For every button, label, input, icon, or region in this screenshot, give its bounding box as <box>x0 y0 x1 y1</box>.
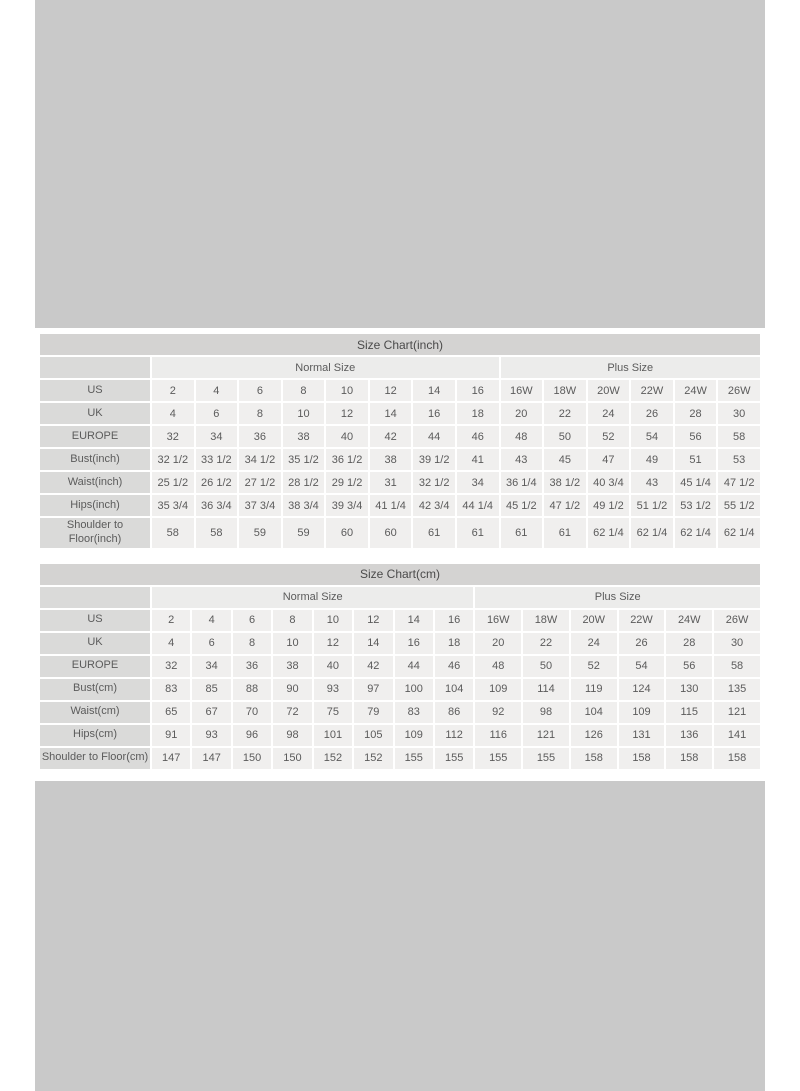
size-cell: 4 <box>196 380 238 401</box>
size-cell: 45 1/4 <box>675 472 717 493</box>
size-cell: 16 <box>413 403 455 424</box>
row-label: UK <box>40 633 150 654</box>
size-cell: 24W <box>666 610 712 631</box>
size-cell: 4 <box>152 403 194 424</box>
size-cell: 40 <box>314 656 352 677</box>
size-cell: 47 1/2 <box>718 472 760 493</box>
size-cell: 8 <box>233 633 271 654</box>
size-cell: 124 <box>619 679 665 700</box>
row-label: Bust(cm) <box>40 679 150 700</box>
size-cell: 92 <box>475 702 521 723</box>
size-cell: 104 <box>571 702 617 723</box>
table-row <box>40 472 760 493</box>
size-cell: 18 <box>435 633 473 654</box>
size-cell: 155 <box>475 748 521 769</box>
size-cell: 38 <box>283 426 325 447</box>
size-cell: 101 <box>314 725 352 746</box>
size-cell: 8 <box>273 610 311 631</box>
size-cell: 36 <box>233 656 271 677</box>
size-cell: 152 <box>354 748 392 769</box>
size-cell: 155 <box>395 748 433 769</box>
table-row <box>40 702 760 723</box>
size-cell: 45 1/2 <box>501 495 543 516</box>
size-cell: 112 <box>435 725 473 746</box>
size-cell: 62 1/4 <box>718 518 760 548</box>
size-cell: 62 1/4 <box>675 518 717 548</box>
size-cell: 6 <box>192 633 230 654</box>
size-cell: 33 1/2 <box>196 449 238 470</box>
group-header-row <box>40 357 760 378</box>
row-label: Waist(cm) <box>40 702 150 723</box>
size-cell: 90 <box>273 679 311 700</box>
size-cell: 121 <box>523 725 569 746</box>
row-label: Waist(inch) <box>40 472 150 493</box>
size-cell: 34 <box>457 472 499 493</box>
size-cell: 58 <box>196 518 238 548</box>
size-cell: 43 <box>501 449 543 470</box>
table-row <box>40 633 760 654</box>
size-cell: 38 1/2 <box>544 472 586 493</box>
size-cell: 41 1/4 <box>370 495 412 516</box>
row-label: EUROPE <box>40 656 150 677</box>
size-cell: 51 1/2 <box>631 495 673 516</box>
size-cell: 158 <box>571 748 617 769</box>
table-row <box>40 495 760 516</box>
group-header-plus-size: Plus Size <box>475 587 760 608</box>
size-cell: 152 <box>314 748 352 769</box>
size-cell: 58 <box>152 518 194 548</box>
size-cell: 150 <box>233 748 271 769</box>
size-cell: 44 <box>395 656 433 677</box>
row-label: UK <box>40 403 150 424</box>
size-cell: 62 1/4 <box>588 518 630 548</box>
group-header-plus-size: Plus Size <box>501 357 761 378</box>
size-cell: 91 <box>152 725 190 746</box>
size-cell: 25 1/2 <box>152 472 194 493</box>
row-label: Hips(inch) <box>40 495 150 516</box>
size-cell: 36 3/4 <box>196 495 238 516</box>
table-row <box>40 748 760 769</box>
size-cell: 83 <box>152 679 190 700</box>
size-cell: 22 <box>544 403 586 424</box>
table-row <box>40 679 760 700</box>
size-cell: 98 <box>273 725 311 746</box>
size-cell: 44 1/4 <box>457 495 499 516</box>
size-cell: 38 <box>273 656 311 677</box>
size-cell: 97 <box>354 679 392 700</box>
row-label: Hips(cm) <box>40 725 150 746</box>
row-label: US <box>40 610 150 631</box>
size-cell: 53 1/2 <box>675 495 717 516</box>
size-cell: 104 <box>435 679 473 700</box>
size-cell: 39 1/2 <box>413 449 455 470</box>
size-cell: 18W <box>544 380 586 401</box>
size-cell: 30 <box>718 403 760 424</box>
size-cell: 41 <box>457 449 499 470</box>
size-cell: 47 1/2 <box>544 495 586 516</box>
size-cell: 38 3/4 <box>283 495 325 516</box>
size-cell: 43 <box>631 472 673 493</box>
size-cell: 24 <box>588 403 630 424</box>
size-cell: 109 <box>395 725 433 746</box>
size-cell: 61 <box>544 518 586 548</box>
size-cell: 6 <box>196 403 238 424</box>
table-row <box>40 656 760 677</box>
size-cell: 6 <box>233 610 271 631</box>
size-cell: 4 <box>152 633 190 654</box>
size-cell: 121 <box>714 702 760 723</box>
size-cell: 158 <box>714 748 760 769</box>
size-cell: 12 <box>326 403 368 424</box>
size-cell: 18W <box>523 610 569 631</box>
size-cell: 93 <box>192 725 230 746</box>
size-cell: 93 <box>314 679 352 700</box>
size-cell: 36 1/4 <box>501 472 543 493</box>
size-cell: 24W <box>675 380 717 401</box>
size-cell: 88 <box>233 679 271 700</box>
size-cell: 56 <box>666 656 712 677</box>
size-cell: 34 <box>192 656 230 677</box>
size-cell: 141 <box>714 725 760 746</box>
size-cell: 42 <box>370 426 412 447</box>
size-cell: 47 <box>588 449 630 470</box>
size-cell: 40 3/4 <box>588 472 630 493</box>
row-label: Bust(inch) <box>40 449 150 470</box>
size-chart-cm-table <box>38 562 762 771</box>
size-cell: 96 <box>233 725 271 746</box>
size-cell: 20 <box>501 403 543 424</box>
table-title-inch: Size Chart(inch) <box>40 334 760 355</box>
size-cell: 36 1/2 <box>326 449 368 470</box>
size-cell: 24 <box>571 633 617 654</box>
size-cell: 49 1/2 <box>588 495 630 516</box>
group-header-normal-size: Normal Size <box>152 357 499 378</box>
size-cell: 14 <box>395 610 433 631</box>
size-cell: 42 <box>354 656 392 677</box>
size-cell: 114 <box>523 679 569 700</box>
row-label: US <box>40 380 150 401</box>
size-cell: 32 <box>152 426 194 447</box>
size-cell: 119 <box>571 679 617 700</box>
size-cell: 20W <box>571 610 617 631</box>
size-cell: 36 <box>239 426 281 447</box>
size-cell: 35 1/2 <box>283 449 325 470</box>
size-cell: 26 <box>619 633 665 654</box>
row-label: Shoulder to Floor(inch) <box>40 518 150 548</box>
size-cell: 16 <box>395 633 433 654</box>
size-cell: 20 <box>475 633 521 654</box>
size-cell: 56 <box>675 426 717 447</box>
size-cell: 46 <box>457 426 499 447</box>
size-cell: 29 1/2 <box>326 472 368 493</box>
table-row <box>40 449 760 470</box>
size-cell: 27 1/2 <box>239 472 281 493</box>
table-row <box>40 725 760 746</box>
size-chart-inch-table <box>38 332 762 550</box>
size-cell: 4 <box>192 610 230 631</box>
size-cell: 67 <box>192 702 230 723</box>
size-cell: 147 <box>192 748 230 769</box>
size-cell: 158 <box>666 748 712 769</box>
size-cell: 6 <box>239 380 281 401</box>
size-cell: 8 <box>239 403 281 424</box>
size-cell: 51 <box>675 449 717 470</box>
size-cell: 14 <box>354 633 392 654</box>
group-header-row <box>40 587 760 608</box>
size-cell: 86 <box>435 702 473 723</box>
size-cell: 2 <box>152 380 194 401</box>
size-cell: 26 <box>631 403 673 424</box>
size-cell: 62 1/4 <box>631 518 673 548</box>
size-cell: 52 <box>571 656 617 677</box>
size-cell: 58 <box>718 426 760 447</box>
size-cell: 109 <box>619 702 665 723</box>
size-cell: 61 <box>457 518 499 548</box>
size-cell: 34 <box>196 426 238 447</box>
size-cell: 31 <box>370 472 412 493</box>
table-row <box>40 380 760 401</box>
size-cell: 10 <box>326 380 368 401</box>
size-cell: 60 <box>326 518 368 548</box>
table-row <box>40 426 760 447</box>
size-cell: 100 <box>395 679 433 700</box>
table-row <box>40 610 760 631</box>
table-row <box>40 403 760 424</box>
size-cell: 22W <box>631 380 673 401</box>
size-cell: 16W <box>501 380 543 401</box>
size-cell: 10 <box>283 403 325 424</box>
size-cell: 109 <box>475 679 521 700</box>
size-cell: 61 <box>501 518 543 548</box>
size-cell: 60 <box>370 518 412 548</box>
size-cell: 59 <box>239 518 281 548</box>
size-cell: 48 <box>501 426 543 447</box>
group-header-normal-size: Normal Size <box>152 587 473 608</box>
size-cell: 98 <box>523 702 569 723</box>
size-cell: 18 <box>457 403 499 424</box>
size-cell: 28 <box>666 633 712 654</box>
size-cell: 115 <box>666 702 712 723</box>
size-cell: 12 <box>314 633 352 654</box>
size-cell: 55 1/2 <box>718 495 760 516</box>
title-row <box>40 564 760 585</box>
size-cell: 32 1/2 <box>152 449 194 470</box>
size-cell: 53 <box>718 449 760 470</box>
size-cell: 20W <box>588 380 630 401</box>
row-label: EUROPE <box>40 426 150 447</box>
size-cell: 26W <box>714 610 760 631</box>
size-cell: 72 <box>273 702 311 723</box>
size-cell: 32 <box>152 656 190 677</box>
size-cell: 49 <box>631 449 673 470</box>
corner-cell <box>40 587 150 608</box>
size-cell: 46 <box>435 656 473 677</box>
size-cell: 155 <box>523 748 569 769</box>
size-cell: 54 <box>619 656 665 677</box>
size-cell: 39 3/4 <box>326 495 368 516</box>
size-cell: 22W <box>619 610 665 631</box>
title-row <box>40 334 760 355</box>
size-cell: 75 <box>314 702 352 723</box>
size-cell: 79 <box>354 702 392 723</box>
size-cell: 2 <box>152 610 190 631</box>
product-photo-background <box>35 0 765 1091</box>
size-cell: 26W <box>718 380 760 401</box>
size-cell: 131 <box>619 725 665 746</box>
table-row <box>40 518 760 548</box>
size-chart-panel <box>35 328 765 781</box>
size-cell: 42 3/4 <box>413 495 455 516</box>
size-cell: 30 <box>714 633 760 654</box>
size-cell: 59 <box>283 518 325 548</box>
size-cell: 45 <box>544 449 586 470</box>
size-cell: 28 <box>675 403 717 424</box>
size-cell: 34 1/2 <box>239 449 281 470</box>
size-cell: 135 <box>714 679 760 700</box>
table-title-cm: Size Chart(cm) <box>40 564 760 585</box>
size-cell: 126 <box>571 725 617 746</box>
size-cell: 150 <box>273 748 311 769</box>
size-cell: 14 <box>370 403 412 424</box>
size-cell: 61 <box>413 518 455 548</box>
size-cell: 16W <box>475 610 521 631</box>
size-cell: 130 <box>666 679 712 700</box>
size-cell: 158 <box>619 748 665 769</box>
size-cell: 22 <box>523 633 569 654</box>
size-cell: 14 <box>413 380 455 401</box>
size-cell: 116 <box>475 725 521 746</box>
size-cell: 58 <box>714 656 760 677</box>
size-cell: 35 3/4 <box>152 495 194 516</box>
size-cell: 38 <box>370 449 412 470</box>
size-cell: 105 <box>354 725 392 746</box>
size-cell: 136 <box>666 725 712 746</box>
size-cell: 48 <box>475 656 521 677</box>
size-cell: 37 3/4 <box>239 495 281 516</box>
size-cell: 52 <box>588 426 630 447</box>
size-cell: 50 <box>523 656 569 677</box>
size-cell: 83 <box>395 702 433 723</box>
size-cell: 12 <box>370 380 412 401</box>
size-cell: 8 <box>283 380 325 401</box>
size-cell: 65 <box>152 702 190 723</box>
size-cell: 155 <box>435 748 473 769</box>
size-cell: 10 <box>273 633 311 654</box>
size-cell: 70 <box>233 702 271 723</box>
size-cell: 54 <box>631 426 673 447</box>
size-cell: 50 <box>544 426 586 447</box>
size-cell: 10 <box>314 610 352 631</box>
size-cell: 28 1/2 <box>283 472 325 493</box>
size-cell: 16 <box>457 380 499 401</box>
size-cell: 40 <box>326 426 368 447</box>
size-cell: 147 <box>152 748 190 769</box>
size-cell: 85 <box>192 679 230 700</box>
corner-cell <box>40 357 150 378</box>
size-cell: 32 1/2 <box>413 472 455 493</box>
size-cell: 44 <box>413 426 455 447</box>
size-cell: 12 <box>354 610 392 631</box>
size-cell: 16 <box>435 610 473 631</box>
row-label: Shoulder to Floor(cm) <box>40 748 150 769</box>
size-cell: 26 1/2 <box>196 472 238 493</box>
